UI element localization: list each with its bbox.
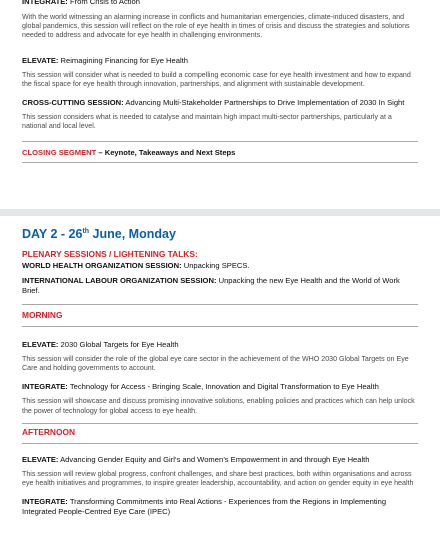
- ilo-session-heading: INTERNATIONAL LABOUR ORGANIZATION SESSION: Unpacking the new Eye Health and the World of Work Brief.: [22, 276, 400, 295]
- integrate-technology-heading: INTEGRATE: Technology for Access - Bringing Scale, Innovation and Digital Transformation to Eye Health: [22, 382, 379, 392]
- elevate-targets-heading: ELEVATE: 2030 Global Targets for Eye Health: [22, 340, 179, 349]
- elevate-targets-description: This session will consider the role of the global eye care sector in the achievement of the WHO 2030 Global Targets on Eye Care and holding governments to account.: [22, 355, 409, 373]
- page-break: [0, 209, 440, 216]
- integrate-crisis-description: With the world witnessing an alarming increase in conflicts and humanitarian emergencies, climate-induced disasters, and global pandemics, this session will reflect on the role of eye health in times of crisis and discuss the strategies and solutions needed to address and advocate for eye health in challenging environments.: [22, 13, 410, 40]
- day-title: DAY 2 - 26th June, Monday: [22, 227, 176, 241]
- afternoon-label: AFTERNOON: [22, 426, 76, 437]
- who-session-heading: WORLD HEALTH ORGANIZATION SESSION: Unpacking SPECS.: [22, 261, 250, 270]
- elevate-gender-description: This session will review global progress, confront challenges, and share best practices, both within organisations and across eye health initiatives and programmes, to inspire greater leadership, accountability, and action on gender equity in eye health: [22, 469, 414, 488]
- divider: [22, 423, 418, 424]
- elevate-financing-heading: ELEVATE: Reimagining Financing for Eye Health: [22, 55, 189, 65]
- divider: [22, 141, 418, 142]
- crosscutting-heading: CROSS-CUTTING SESSION: Advancing Multi-Stakeholder Partnerships to Drive Implementation of 2030 In Sight: [22, 98, 405, 108]
- integrate-ipec-heading: INTEGRATE: Transforming Commitments into Real Actions - Experiences from the Regions in Implementing Integrated People-Centred Eye Care (IPEC): [22, 497, 387, 517]
- divider: [22, 304, 418, 305]
- page-two: [0, 216, 440, 560]
- plenary-label: PLENARY SESSIONS / LIGHTENING TALKS:: [22, 249, 198, 259]
- morning-label: MORNING: [22, 310, 63, 320]
- page-one: [0, 0, 440, 210]
- elevate-gender-heading: ELEVATE: Advancing Gender Equity and Girl’s and Women’s Empowerment in and through Eye Health: [22, 454, 370, 464]
- integrate-crisis-heading: INTEGRATE: From Crisis to Action: [22, 0, 140, 6]
- integrate-technology-description: This session will showcase and discuss promising innovative solutions, enabling policies and practices which can help unlock the power of technology for global access to eye health.: [22, 397, 415, 415]
- elevate-financing-description: This session will consider what is needed to build a compelling economic case for eye health investment and how to expand the fiscal space for eye health through innovation, partnerships, and alignment with sustainable development.: [22, 70, 411, 88]
- divider: [22, 326, 418, 327]
- crosscutting-description: This session considers what is needed to catalyse and maintain high impact multi-sector partnerships, particularly at a national and local level.: [22, 113, 392, 131]
- closing-segment-heading: CLOSING SEGMENT – Keynote, Takeaways and Next Steps: [22, 148, 236, 158]
- divider: [22, 443, 418, 444]
- divider: [22, 162, 418, 163]
